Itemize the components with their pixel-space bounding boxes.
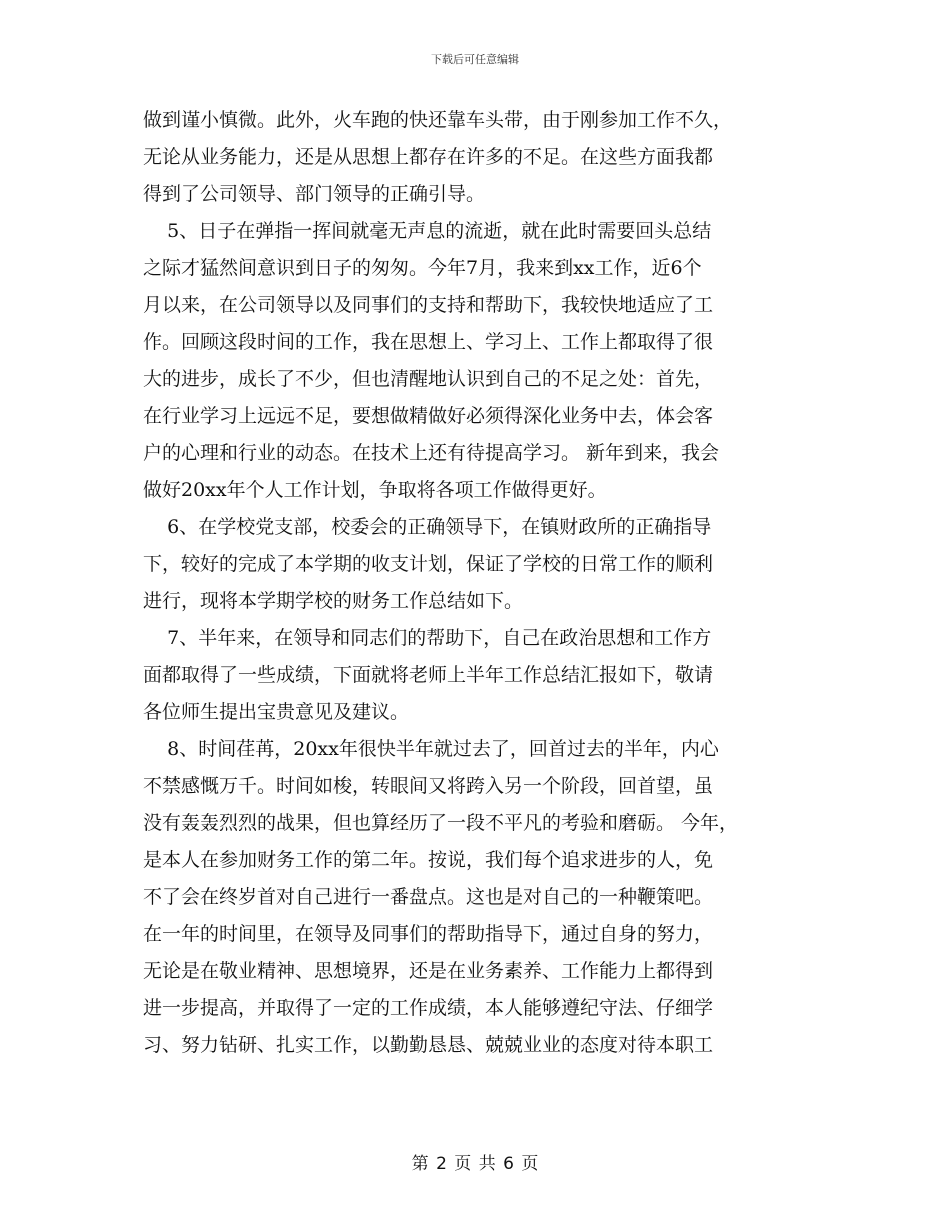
text-line: 在行业学习上远远不足，要想做精做好必须得深化业务中去，体会客: [143, 405, 714, 427]
text-line: 进一步提高，并取得了一定的工作成绩，本人能够遵纪守法、仔细学: [143, 997, 714, 1019]
text-line: 之际才猛然间意识到日子的匆匆。今年7月，我来到xx工作，近6个: [143, 257, 702, 279]
text-line: 没有轰轰烈烈的战果，但也算经历了一段不平凡的考验和磨砺。 今年，: [143, 812, 739, 834]
text-line: 作。回顾这段时间的工作，我在思想上、学习上、工作上都取得了很: [143, 331, 714, 353]
page-header: 下载后可任意编辑: [431, 53, 519, 66]
text-line: 在一年的时间里，在领导及同事们的帮助指导下，通过自身的努力，: [143, 923, 714, 945]
text-line: 习、努力钻研、扎实工作，以勤勤恳恳、兢兢业业的态度对待本职工: [143, 1034, 714, 1056]
text-line: 月以来，在公司领导以及同事们的支持和帮助下，我较快地适应了工: [143, 294, 714, 316]
text-line: 7、半年来，在领导和同志们的帮助下，自己在政治思想和工作方: [143, 627, 712, 649]
text-line: 大的进步，成长了不少，但也清醒地认识到自己的不足之处：首先，: [143, 368, 714, 390]
text-line: 不禁感慨万千。时间如梭，转眼间又将跨入另一个阶段，回首望，虽: [143, 775, 714, 797]
text-line: 各位师生提出宝贵意见及建议。: [143, 701, 410, 723]
text-line: 户的心理和行业的动态。在技术上还有待提高学习。 新年到来，我会: [143, 442, 720, 464]
document-body: [143, 102, 815, 1064]
text-line: 面都取得了一些成绩，下面就将老师上半年工作总结汇报如下，敬请: [143, 664, 714, 686]
text-line: 6、在学校党支部，校委会的正确领导下，在镇财政所的正确指导: [143, 516, 712, 538]
page-number: 第 2 页 共 6 页: [411, 1154, 539, 1174]
text-line: 是本人在参加财务工作的第二年。按说，我们每个追求进步的人，免: [143, 849, 714, 871]
text-line: 8、时间荏苒，20xx年很快半年就过去了，回首过去的半年，内心: [143, 738, 719, 760]
text-line: 做到谨小慎微。此外，火车跑的快还靠车头带，由于刚参加工作不久，: [143, 109, 733, 131]
text-line: 下，较好的完成了本学期的收支计划，保证了学校的日常工作的顺利: [143, 553, 714, 575]
text-line: 进行，现将本学期学校的财务工作总结如下。: [143, 590, 524, 612]
text-line: 做好20xx年个人工作计划，争取将各项工作做得更好。: [143, 479, 607, 501]
text-line: 5、日子在弹指一挥间就毫无声息的流逝，就在此时需要回头总结: [143, 220, 712, 242]
text-line: 无论从业务能力，还是从思想上都存在许多的不足。在这些方面我都: [143, 146, 714, 168]
text-line: 不了会在终岁首对自己进行一番盘点。这也是对自己的一种鞭策吧。: [143, 886, 714, 908]
text-line: 得到了公司领导、部门领导的正确引导。: [143, 183, 486, 205]
text-line: 无论是在敬业精神、思想境界，还是在业务素养、工作能力上都得到: [143, 960, 714, 982]
